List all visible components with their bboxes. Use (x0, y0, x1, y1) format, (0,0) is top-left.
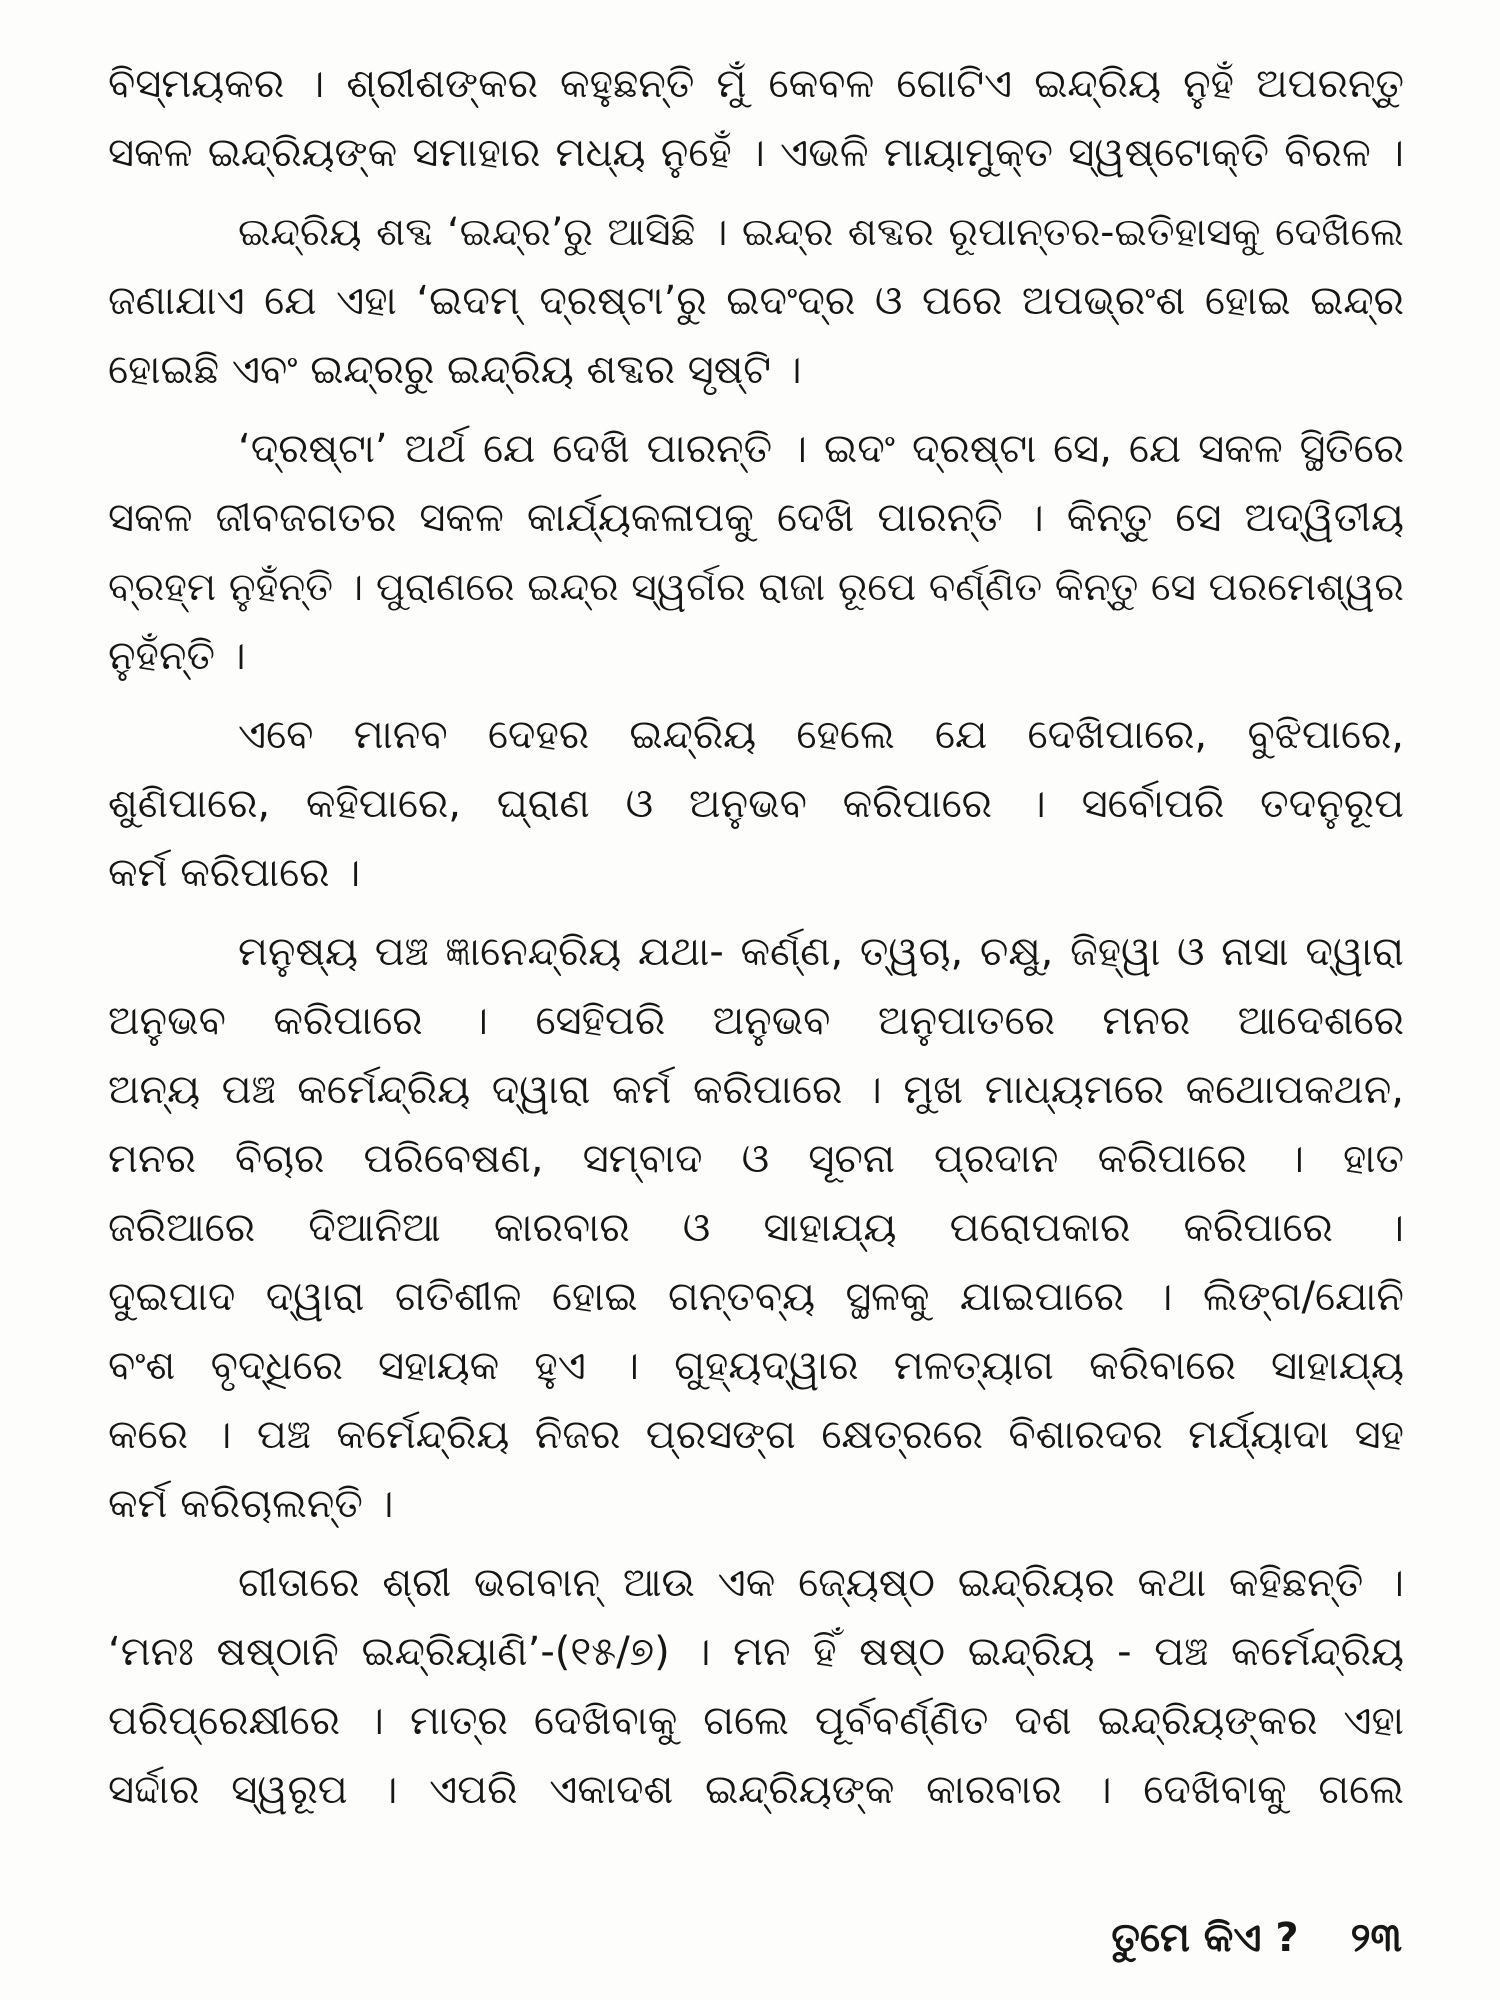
text-line: ‘ମନଃ ଷଷ୍ଠାନି ଇନ୍ଦ୍ରିୟାଣି’-(୧୫/୭) । ମନ ହିଁ ଷଷ୍ଠ ଇନ୍ଦ୍ରିୟ - ପଞ୍ଚ କର୍ମେନ୍ଦ୍ରିୟ (108, 1629, 1404, 1675)
text-line: ହୋଇଛି ଏବଂ ଇନ୍ଦ୍ରରୁ ଇନ୍ଦ୍ରିୟ ଶବ୍ଦର ସୃଷ୍ଟି । (108, 347, 802, 393)
text-line: ଶୁଣିପାରେ, କହିପାରେ, ଘ୍ରାଣ ଓ ଅନୁଭବ କରିପାରେ । ସର୍ବୋପରି ତଦନୁରୂପ (108, 781, 1404, 827)
text-line: କର୍ମ କରିପାରେ । (108, 850, 361, 896)
text-line: ଏବେ ମାନବ ଦେହର ଇନ୍ଦ୍ରିୟ ହେଲେ ଯେ ଦେଖିପାରେ, ବୁଝିପାରେ, (238, 712, 1404, 758)
text-line: ସକଳ ଇନ୍ଦ୍ରିୟଙ୍କ ସମାହାର ମଧ୍ୟ ନୁହେଁ । ଏଭଳି ମାୟାମୁକ୍ତ ସ୍ୱଷ୍ଟୋକ୍ତି ବିରଳ । (108, 130, 1404, 176)
paragraph (108, 198, 1404, 405)
text-line: ସର୍ଦ୍ଦାର ସ୍ୱରୂପ । ଏପରି ଏକାଦଶ ଇନ୍ଦ୍ରିୟଙ୍କ କାରବାର । ଦେଖିବାକୁ ଗଲେ (108, 1767, 1404, 1813)
text-line: ଅନୁଭବ କରିପାରେ । ସେହିପରି ଅନୁଭବ ଅନୁପାତରେ ମନର ଆଦେଶରେ (108, 998, 1404, 1044)
text-line: ପରିପ୍ରେକ୍ଷୀରେ । ମାତ୍ର ଦେଖିବାକୁ ଗଲେ ପୂର୍ବବର୍ଣ୍ଣିତ ଦଶ ଇନ୍ଦ୍ରିୟଙ୍କର ଏହା (108, 1698, 1404, 1744)
text-line: ଜରିଆରେ ଦିଆନିଆ କାରବାର ଓ ସାହାଯ୍ୟ ପରୋପକାର କରିପାରେ । (108, 1205, 1404, 1251)
paragraph (108, 50, 1404, 188)
text-line: ‘ଦ୍ରଷ୍ଟା’ ଅର୍ଥ ଯେ ଦେଖି ପାରନ୍ତି । ଇଦଂ ଦ୍ରଷ୍ଟା ସେ, ଯେ ସକଳ ସ୍ଥିତିରେ (238, 426, 1404, 472)
paragraph (108, 918, 1404, 1539)
text-line: ଜଣାଯାଏ ଯେ ଏହା ‘ଇଦମ୍ ଦ୍ରଷ୍ଟା’ରୁ ଇଦଂଦ୍ର ଓ ପରେ ଅପଭ୍ରଂଶ ହୋଇ ଇନ୍ଦ୍ର (108, 278, 1404, 324)
text-line: ଗୀତାରେ ଶ୍ରୀ ଭଗବାନ୍ ଆଉ ଏକ ଜ୍ୟେଷ୍ଠ ଇନ୍ଦ୍ରିୟର କଥା କହିଛନ୍ତି । (238, 1560, 1404, 1606)
text-line: ମନୁଷ୍ୟ ପଞ୍ଚ ଜ୍ଞାନେନ୍ଦ୍ରିୟ ଯଥା- କର୍ଣ୍ଣ, ତ୍ୱଚା, ଚକ୍ଷୁ, ଜିହ୍ୱା ଓ ନାସା ଦ୍ୱାରା (238, 929, 1404, 975)
body-text (108, 50, 1404, 1825)
text-line: ଇନ୍ଦ୍ରିୟ ଶବ୍ଦ ‘ଇନ୍ଦ୍ର’ରୁ ଆସିଛି । ଇନ୍ଦ୍ର ଶବ୍ଦର ରୂପାନ୍ତର-ଇତିହାସକୁ ଦେଖିଲେ (238, 210, 1404, 255)
page-footer (1111, 1905, 1402, 1971)
text-line: ସକଳ ଜୀବଜଗତର ସକଳ କାର୍ଯ୍ୟକଳାପକୁ ଦେଖି ପାରନ୍ତି । କିନ୍ତୁ ସେ ଅଦ୍ୱିତୀୟ (108, 495, 1404, 541)
text-line: ଅନ୍ୟ ପଞ୍ଚ କର୍ମେନ୍ଦ୍ରିୟ ଦ୍ୱାରା କର୍ମ କରିପାରେ । ମୁଖ ମାଧ୍ୟମରେ କଥୋପକଥନ, (108, 1067, 1404, 1113)
text-line: ମନର ବିଚାର ପରିବେଷଣ, ସମ୍ବାଦ ଓ ସୂଚନା ପ୍ରଦାନ କରିପାରେ । ହାତ (108, 1136, 1404, 1182)
paragraph (108, 415, 1404, 691)
text-line: ବ୍ରହ୍ମ ନୁହଁନ୍ତି । ପୁରାଣରେ ଇନ୍ଦ୍ର ସ୍ୱର୍ଗର ରାଜା ରୂପେ ବର୍ଣ୍ଣିତ କିନ୍ତୁ ସେ ପରମେଶ୍ୱର (108, 565, 1404, 610)
page-number: ୨୩ (1350, 1915, 1402, 1961)
text-line: ନୁହଁନ୍ତି । (108, 633, 246, 679)
text-line: ବିସ୍ମୟକର । ଶ୍ରୀଶଙ୍କର କହୁଛନ୍ତି ମୁଁ କେବଳ ଗୋଟିଏ ଇନ୍ଦ୍ରିୟ ନୁହଁ ଅପରନ୍ତୁ (108, 61, 1404, 107)
text-line: କରେ । ପଞ୍ଚ କର୍ମେନ୍ଦ୍ରିୟ ନିଜର ପ୍ରସଙ୍ଗ କ୍ଷେତ୍ରରେ ବିଶାରଦର ମର୍ଯ୍ୟାଦା ସହ (108, 1412, 1404, 1458)
running-title: ତୁମେ କିଏ ? (1111, 1915, 1299, 1961)
text-line: ବଂଶ ବୃଦ୍ଧିରେ ସହାୟକ ହୁଏ । ଗୁହ୍ୟଦ୍ୱାର ମଳତ୍ୟାଗ କରିବାରେ ସାହାଯ୍ୟ (108, 1343, 1404, 1389)
paragraph (108, 701, 1404, 908)
text-line: ଦୁଇପାଦ ଦ୍ୱାରା ଗତିଶୀଳ ହୋଇ ଗନ୍ତବ୍ୟ ସ୍ଥଳକୁ ଯାଇପାରେ । ଲିଙ୍ଗ/ଯୋନି (108, 1274, 1404, 1320)
text-line: କର୍ମ କରିଚାଲନ୍ତି । (108, 1481, 394, 1527)
paragraph (108, 1549, 1404, 1825)
